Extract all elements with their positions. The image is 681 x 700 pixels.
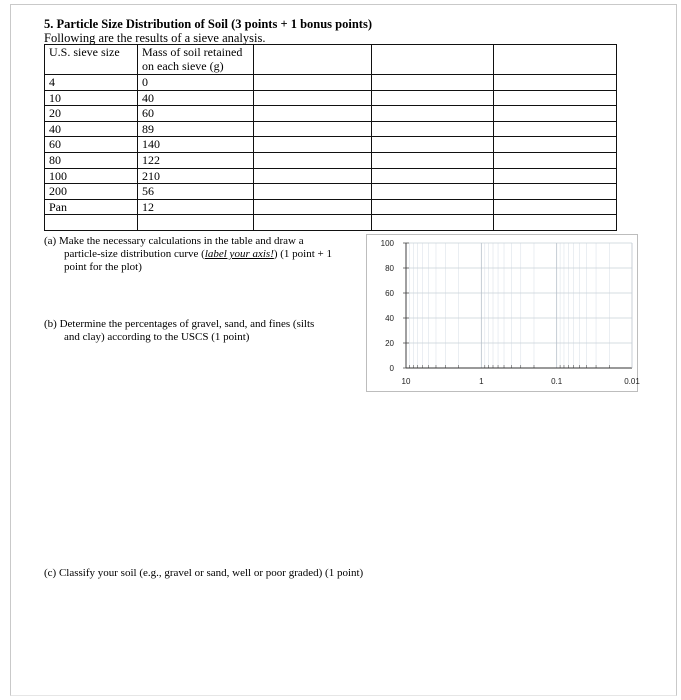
blank-cell	[494, 121, 617, 137]
y-tick-label: 20	[385, 339, 394, 348]
blank-cell	[254, 168, 372, 184]
sieve-cell: 4	[45, 75, 138, 91]
blank-cell	[372, 153, 494, 169]
table-row	[45, 199, 617, 215]
sieve-cell: 40	[45, 121, 138, 137]
blank-cell	[494, 90, 617, 106]
chart-svg	[366, 234, 638, 392]
question-a-line2-pre: particle-size distribution curve (	[64, 248, 205, 260]
table-row	[45, 121, 617, 137]
blank-cell	[254, 106, 372, 122]
problem-intro: Following are the results of a sieve analysis.	[44, 31, 266, 45]
blank-cell	[372, 75, 494, 91]
question-a-line3: point for the plot)	[64, 261, 142, 273]
sieve-cell: 200	[45, 184, 138, 200]
blank-cell	[254, 153, 372, 169]
table-row	[45, 90, 617, 106]
blank-cell	[372, 137, 494, 153]
mass-cell: 60	[138, 106, 254, 122]
x-tick-label: 10	[401, 377, 411, 386]
sieve-cell: 100	[45, 168, 138, 184]
x-tick-label: 1	[479, 377, 484, 386]
problem-title: 5. Particle Size Distribution of Soil (3 points + 1 bonus points)	[44, 17, 372, 31]
blank-cell	[494, 199, 617, 215]
sieve-cell: 10	[45, 90, 138, 106]
sieve-cell: 60	[45, 137, 138, 153]
blank-cell	[372, 121, 494, 137]
mass-cell: 56	[138, 184, 254, 200]
blank-cell	[372, 215, 494, 231]
mass-cell: 122	[138, 153, 254, 169]
blank-cell	[494, 137, 617, 153]
table-row	[45, 168, 617, 184]
header-mass-line2: on each sieve (g)	[142, 59, 224, 73]
table-row	[45, 75, 617, 91]
table-header-row	[45, 45, 617, 75]
table-row	[45, 184, 617, 200]
table-row	[45, 153, 617, 169]
y-tick-label: 40	[385, 314, 394, 323]
blank-cell	[372, 184, 494, 200]
question-a-line2	[44, 248, 354, 261]
header-blank-cell	[494, 45, 617, 75]
table-row	[45, 137, 617, 153]
header-sieve-size: U.S. sieve size	[45, 45, 138, 75]
blank-cell	[372, 90, 494, 106]
sieve-cell: Pan	[45, 199, 138, 215]
mass-cell: 89	[138, 121, 254, 137]
blank-cell	[494, 106, 617, 122]
blank-cell	[494, 215, 617, 231]
table-row	[45, 106, 617, 122]
blank-cell	[254, 215, 372, 231]
question-b-line2: and clay) according to the USCS (1 point)	[64, 331, 250, 343]
header-blank-cell	[372, 45, 494, 75]
y-tick-label: 80	[385, 264, 394, 273]
blank-cell	[494, 75, 617, 91]
blank-cell	[254, 137, 372, 153]
y-tick-label: 0	[389, 364, 394, 373]
blank-cell	[494, 153, 617, 169]
question-a-line2-post: ) (1 point + 1	[273, 248, 333, 260]
blank-cell	[138, 215, 254, 231]
blank-cell	[494, 168, 617, 184]
question-c: (c) Classify your soil (e.g., gravel or sand, well or poor graded) (1 point)	[44, 567, 364, 579]
blank-cell	[254, 199, 372, 215]
label-axis-emphasis: label your axis!	[204, 248, 274, 260]
table-row	[45, 215, 617, 231]
sieve-cell: 80	[45, 153, 138, 169]
blank-cell	[45, 215, 138, 231]
mass-cell: 40	[138, 90, 254, 106]
header-blank-cell	[254, 45, 372, 75]
question-b-line1: (b) Determine the percentages of gravel, sand, and fines (silts	[44, 318, 315, 330]
x-tick-label: 0.01	[624, 377, 640, 386]
blank-cell	[254, 184, 372, 200]
blank-cell	[372, 199, 494, 215]
header-mass-retained	[138, 45, 254, 75]
mass-cell: 0	[138, 75, 254, 91]
mass-cell: 140	[138, 137, 254, 153]
blank-cell	[494, 184, 617, 200]
header-mass-line1: Mass of soil retained	[142, 45, 243, 59]
mass-cell: 12	[138, 199, 254, 215]
particle-size-chart	[366, 234, 638, 392]
question-b	[44, 318, 359, 344]
blank-cell	[372, 168, 494, 184]
question-a	[44, 235, 354, 274]
x-tick-label: 0.1	[551, 377, 563, 386]
mass-cell: 210	[138, 168, 254, 184]
y-tick-label: 60	[385, 289, 394, 298]
sieve-table	[44, 44, 617, 231]
sieve-cell: 20	[45, 106, 138, 122]
question-a-line1: (a) Make the necessary calculations in the table and draw a	[44, 235, 304, 247]
blank-cell	[254, 75, 372, 91]
y-tick-label: 100	[380, 239, 394, 248]
blank-cell	[254, 90, 372, 106]
blank-cell	[254, 121, 372, 137]
blank-cell	[372, 106, 494, 122]
